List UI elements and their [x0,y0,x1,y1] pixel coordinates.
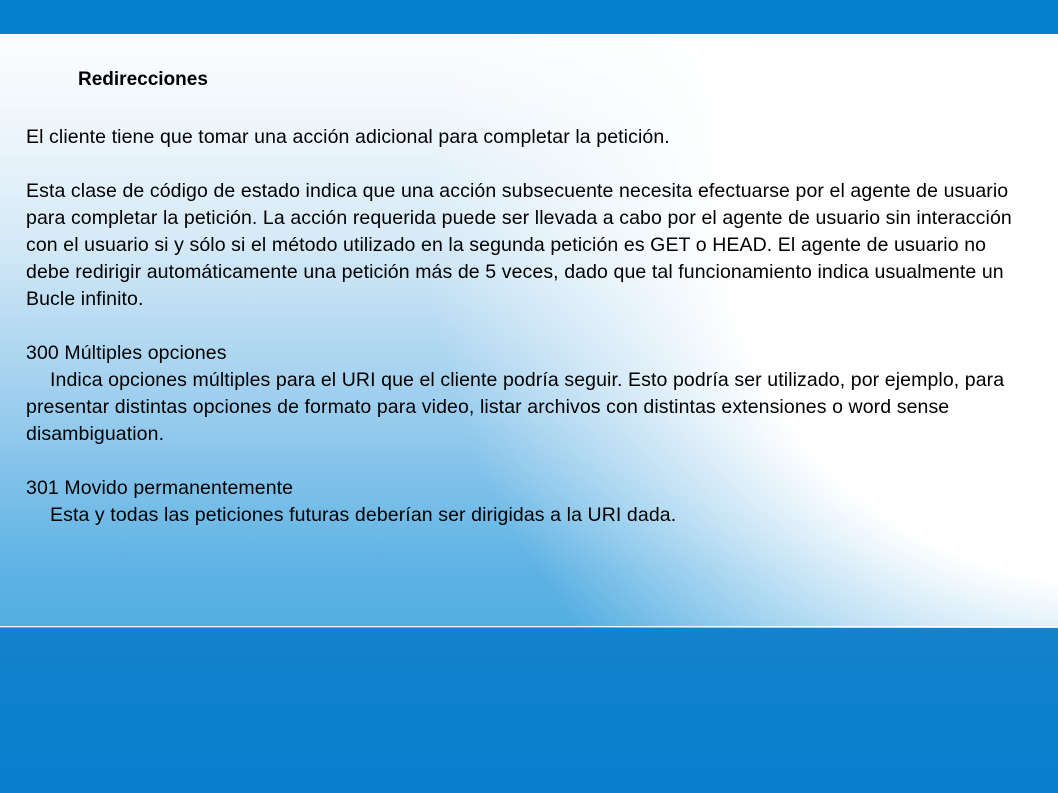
bottom-panel [0,628,1058,793]
code-300-title: 300 Múltiples opciones [26,342,227,364]
top-bar [0,0,1058,34]
code-301-description: Esta y todas las peticiones futuras deberían ser dirigidas a la URI dada. [50,504,677,526]
description-text: Esta clase de código de estado indica que una acción subsecuente necesita efectuarse por el agente de usuario para completar la petición. La acción requerida puede ser llevada a cabo por el agente de usuario sin interacción con el usuario si y sólo si el método utilizado en la segunda petición es GET o HEAD. El agente de usuario no debe redirigir automáticamente una petición más de 5 veces, dado que tal funcionamiento indica usualmente un Bucle infinito. [26,180,1012,310]
slide-title: Redirecciones [78,69,208,90]
code-300-description: Indica opciones múltiples para el URI que el cliente podría seguir. Esto podría ser utilizado, por ejemplo, para presentar distintas opciones de formato para video, listar archivos con distintas extensiones o word sense disambiguation. [26,369,1005,445]
intro-text: El cliente tiene que tomar una acción adicional para completar la petición. [26,126,670,148]
slide-content [26,66,1016,529]
code-301-title: 301 Movido permanentemente [26,477,294,499]
